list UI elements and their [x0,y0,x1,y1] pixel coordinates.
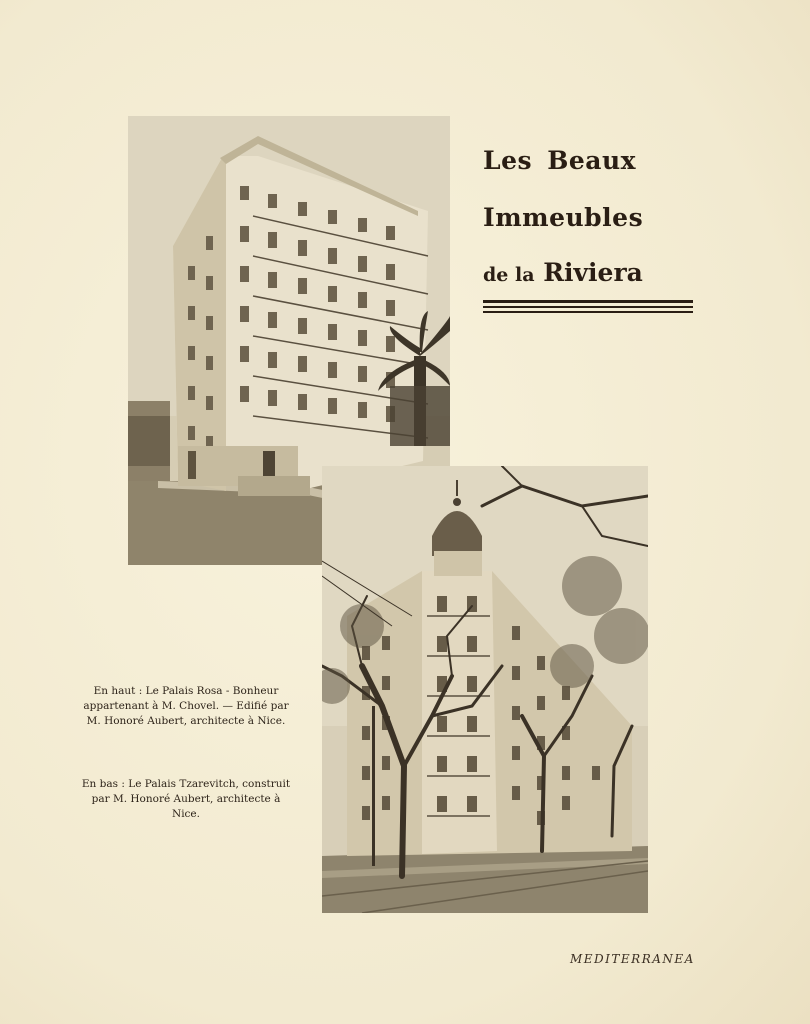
photo-palais-tzarevitch [322,466,648,913]
title-line-3-main: Riviera [543,258,643,287]
title-rule-thin [483,306,693,308]
title-line-3 [483,258,695,287]
title-rule-thick [483,300,693,303]
caption-top-photo: En haut : Le Palais Rosa - Bonheur appartenant à M. Chovel. — Edifié par M. Honoré Aubert, architecte à Nice. [83,685,289,727]
building-photo-bottom [322,466,648,913]
title-line-2: Immeubles [483,203,644,232]
title-line-1: Les Beaux [483,146,637,175]
title-line-3-prefix: de la [483,264,535,286]
caption-bottom-photo: En bas : Le Palais Tzarevitch, construit par M. Honoré Aubert, architecte à Nice. [81,778,291,820]
title-rule-thin [483,311,693,313]
magazine-name-footer: MEDITERRANEA [570,952,695,966]
